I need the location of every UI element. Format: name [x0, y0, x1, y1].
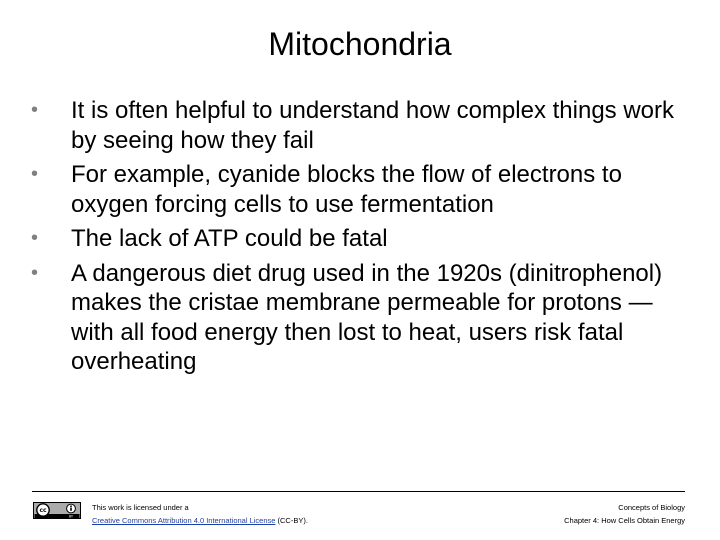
bullet-text: The lack of ATP could be fatal [71, 225, 388, 252]
bullet-icon: • [31, 227, 39, 249]
bullet-icon: • [31, 99, 39, 121]
slide-title: Mitochondria [268, 26, 452, 62]
course-title: Concepts of Biology [618, 503, 685, 512]
bullet-item [30, 224, 690, 254]
cc-license-badge-icon[interactable] [33, 502, 81, 519]
bullet-icon: • [31, 163, 39, 185]
cc-badge-label: cc [39, 507, 47, 515]
bullet-text: A dangerous diet drug used in the 1920s (dinitrophenol) makes the cristae membrane permeable for protons — with all food energy then lost to heat, users risk fatal overheating [71, 259, 663, 375]
license-suffix: (CC-BY). [275, 516, 308, 525]
bullet-icon: • [31, 261, 39, 284]
license-line [92, 514, 308, 527]
bullet-list [30, 96, 690, 382]
bullet-text: For example, cyanide blocks the flow of electrons to oxygen forcing cells to use fermentation [71, 161, 622, 218]
license-intro: This work is licensed under a [92, 503, 189, 512]
chapter-title: Chapter 4: How Cells Obtain Energy [564, 516, 685, 525]
footer-divider [32, 491, 685, 492]
cc-badge-by: BY [69, 514, 73, 519]
bullet-item [30, 96, 690, 155]
license-note [92, 501, 308, 527]
bullet-text: It is often helpful to understand how complex things work by seeing how they fail [71, 97, 674, 154]
bullet-item [30, 160, 690, 219]
bullet-item [30, 259, 690, 377]
course-info [564, 501, 685, 527]
license-link[interactable]: Creative Commons Attribution 4.0 International License [92, 516, 276, 525]
